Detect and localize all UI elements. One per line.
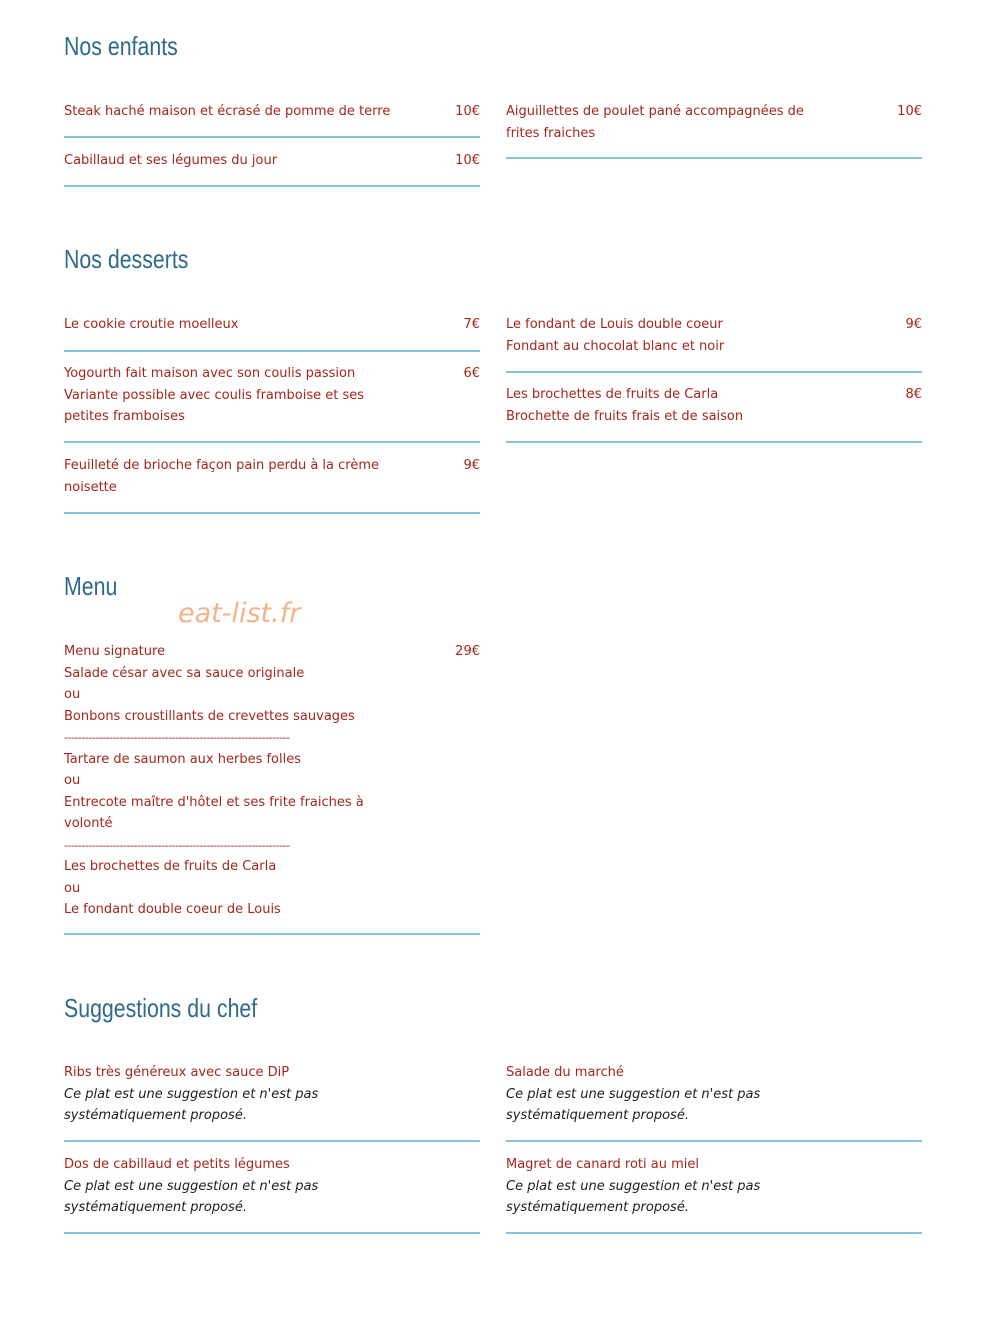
item-name: Aiguillettes de poulet pané accompagnées de frites fraiches bbox=[506, 104, 804, 141]
item-name: Salade du marché Ce plat est une suggestion et n'est pas systématiquement proposé. bbox=[506, 1062, 851, 1127]
suggestion-item bbox=[64, 1154, 480, 1234]
suggestion-note: systématiquement proposé. bbox=[506, 1108, 689, 1123]
section-title-menu: Menu bbox=[64, 571, 118, 601]
suggestion-note: Ce plat est une suggestion et n'est pas bbox=[506, 1086, 761, 1102]
item-name: Dos de cabillaud et petits légumes Ce plat est une suggestion et n'est pas systématiquement proposé. bbox=[64, 1154, 409, 1219]
item-name: Le cookie croutie moelleux bbox=[64, 317, 239, 332]
item-name: Cabillaud et ses légumes du jour bbox=[64, 153, 278, 168]
menu-item bbox=[506, 314, 922, 373]
menu-item bbox=[64, 455, 480, 514]
suggestion-note: systématiquement proposé. bbox=[506, 1200, 689, 1215]
item-price: 10€ bbox=[455, 104, 480, 119]
item-name: Les brochettes de fruits de Carla Brochette de fruits frais et de saison bbox=[506, 387, 744, 424]
item-name: Steak haché maison et écrasé de pomme de terre bbox=[64, 104, 391, 119]
suggestion-note: Ce plat est une suggestion et n'est pas bbox=[506, 1178, 761, 1194]
menu-item bbox=[64, 101, 480, 138]
suggestion-note: Ce plat est une suggestion et n'est pas bbox=[64, 1086, 319, 1102]
item-name: Yogourth fait maison avec son coulis passion Variante possible avec coulis framboise et ses petites framboises bbox=[64, 366, 365, 424]
item-name: Le fondant de Louis double coeur Fondant au chocolat blanc et noir bbox=[506, 317, 725, 354]
menu-item bbox=[506, 384, 922, 443]
suggestion-note: systématiquement proposé. bbox=[64, 1200, 247, 1215]
item-price: 6€ bbox=[463, 366, 480, 381]
item-name: Feuilleté de brioche façon pain perdu à la crème noisette bbox=[64, 458, 380, 495]
separator: ----------------------------------------------------------------- bbox=[64, 731, 290, 744]
item-price: 9€ bbox=[905, 317, 922, 332]
suggestion-item bbox=[506, 1062, 922, 1142]
suggestion-item bbox=[506, 1154, 922, 1234]
watermark: eat-list.fr bbox=[178, 598, 301, 629]
item-price: 29€ bbox=[455, 644, 480, 659]
suggestion-item bbox=[64, 1062, 480, 1142]
separator: ----------------------------------------------------------------- bbox=[64, 838, 290, 852]
item-name: Ribs très généreux avec sauce DiP Ce plat est une suggestion et n'est pas systématiquement proposé. bbox=[64, 1062, 409, 1127]
item-price: 7€ bbox=[463, 317, 480, 332]
section-title-desserts: Nos desserts bbox=[64, 244, 189, 274]
section-title-enfants: Nos enfants bbox=[64, 31, 178, 61]
item-price: 10€ bbox=[455, 153, 480, 168]
suggestion-note: Ce plat est une suggestion et n'est pas bbox=[64, 1178, 319, 1194]
menu-item bbox=[506, 101, 922, 159]
item-price: 9€ bbox=[463, 458, 480, 473]
item-price: 10€ bbox=[897, 104, 922, 119]
menu-item-signature bbox=[64, 641, 480, 935]
item-name: Menu signature Salade césar avec sa sauce originale ou Bonbons croustillants de crevettes sauvages ----------------------------------------------------------------- Tartare de saumon aux herbes folles ou Entrecote maître d'hôtel et ses frite fraiches à volonté ----------------------------------------------------------------- Les brochettes de fruits de Carla ou Le fondant double coeur de Louis bbox=[64, 641, 409, 921]
suggestion-note: systématiquement proposé. bbox=[64, 1108, 247, 1123]
section-title-suggestions: Suggestions du chef bbox=[64, 993, 258, 1023]
menu-item bbox=[64, 363, 480, 443]
item-name: Magret de canard roti au miel Ce plat est une suggestion et n'est pas systématiquement proposé. bbox=[506, 1154, 851, 1219]
menu-item bbox=[64, 150, 480, 187]
menu-item bbox=[64, 314, 480, 352]
item-price: 8€ bbox=[905, 387, 922, 402]
